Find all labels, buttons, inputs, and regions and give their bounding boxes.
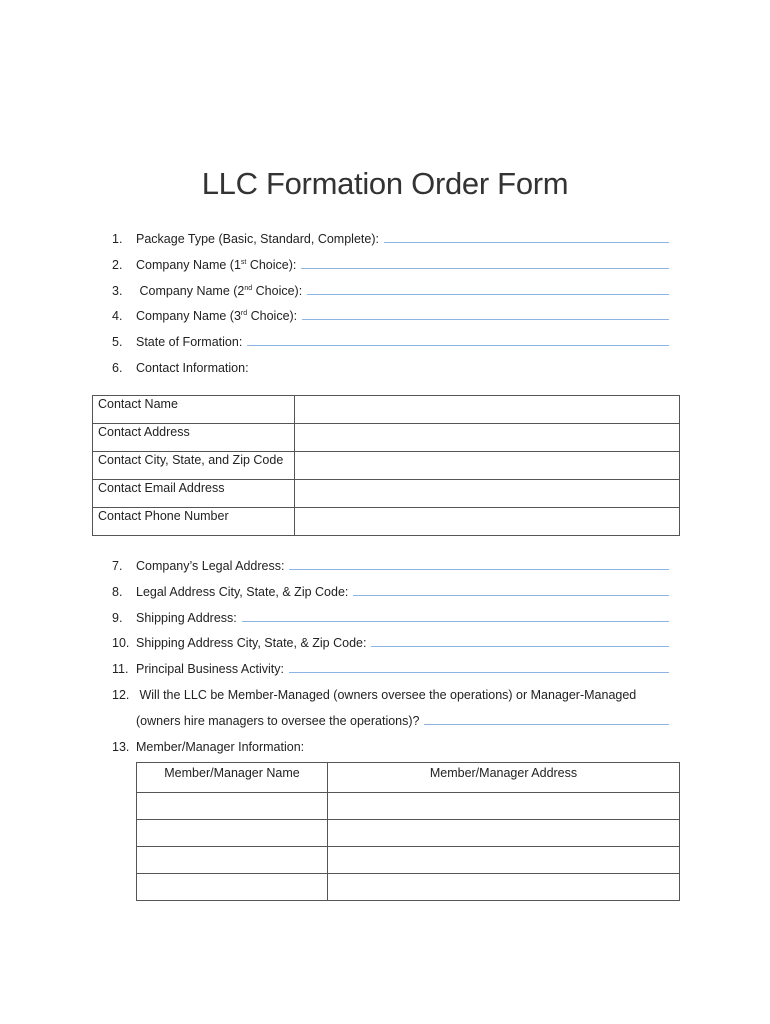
member-manager-table bbox=[136, 762, 680, 901]
item-number: 13. bbox=[112, 740, 130, 754]
item-number: 10. bbox=[112, 636, 130, 650]
input-line[interactable] bbox=[301, 267, 669, 269]
input-cell[interactable] bbox=[328, 874, 680, 901]
field-label bbox=[136, 284, 302, 298]
company-name-1-field[interactable] bbox=[112, 254, 669, 272]
input-cell[interactable] bbox=[295, 424, 680, 452]
input-cell[interactable] bbox=[295, 480, 680, 508]
field-label: Principal Business Activity: bbox=[136, 662, 284, 676]
item-number: 1. bbox=[112, 232, 123, 246]
contact-information-heading bbox=[112, 357, 669, 375]
item-number: 9. bbox=[112, 611, 123, 625]
page-title: LLC Formation Order Form bbox=[201, 166, 569, 201]
label-text: Company Name (3 bbox=[136, 309, 241, 323]
table-row bbox=[93, 396, 680, 424]
legal-address-field[interactable] bbox=[112, 555, 669, 573]
field-label bbox=[136, 309, 297, 323]
input-cell[interactable] bbox=[328, 793, 680, 820]
input-line[interactable] bbox=[302, 318, 669, 320]
management-type-question bbox=[112, 684, 669, 702]
item-number: 8. bbox=[112, 585, 123, 599]
field-label: Legal Address City, State, & Zip Code: bbox=[136, 585, 349, 599]
legal-city-state-zip-field[interactable] bbox=[112, 581, 669, 599]
item-number: 2. bbox=[112, 258, 123, 272]
label-text: Choice): bbox=[247, 309, 298, 323]
item-number: 12. bbox=[112, 688, 130, 702]
row-label: Contact City, State, and Zip Code bbox=[93, 452, 295, 480]
field-label: State of Formation: bbox=[136, 335, 243, 349]
input-line[interactable] bbox=[289, 568, 669, 570]
input-line[interactable] bbox=[384, 241, 669, 243]
input-cell[interactable] bbox=[137, 793, 328, 820]
field-label: Package Type (Basic, Standard, Complete): bbox=[136, 232, 379, 246]
member-manager-heading bbox=[112, 736, 669, 754]
item-number: 3. bbox=[112, 284, 123, 298]
management-type-field[interactable] bbox=[112, 710, 669, 728]
input-cell[interactable] bbox=[295, 396, 680, 424]
item-number: 4. bbox=[112, 309, 123, 323]
table-row bbox=[137, 874, 680, 901]
row-label: Contact Address bbox=[93, 424, 295, 452]
label-sup: nd bbox=[244, 284, 253, 292]
label-text: Choice): bbox=[246, 258, 297, 272]
table-row bbox=[93, 424, 680, 452]
field-label: Shipping Address: bbox=[136, 611, 237, 625]
table-row bbox=[93, 508, 680, 536]
label-text: Company Name (2 bbox=[136, 284, 245, 298]
input-cell[interactable] bbox=[137, 820, 328, 847]
input-cell[interactable] bbox=[295, 508, 680, 536]
table-row bbox=[93, 480, 680, 508]
field-label: (owners hire managers to oversee the operations)? bbox=[136, 714, 420, 728]
shipping-city-state-zip-field[interactable] bbox=[112, 632, 669, 650]
input-cell[interactable] bbox=[137, 874, 328, 901]
shipping-address-field[interactable] bbox=[112, 607, 669, 625]
label-text: Choice): bbox=[252, 284, 303, 298]
company-name-2-field[interactable] bbox=[112, 280, 669, 298]
input-line[interactable] bbox=[242, 620, 669, 622]
table-header-row bbox=[137, 763, 680, 793]
field-label bbox=[136, 258, 296, 272]
input-line[interactable] bbox=[424, 723, 669, 725]
item-number: 5. bbox=[112, 335, 123, 349]
item-number: 11. bbox=[112, 662, 129, 676]
input-cell[interactable] bbox=[328, 820, 680, 847]
contact-table bbox=[92, 395, 680, 536]
input-line[interactable] bbox=[353, 594, 669, 596]
row-label: Contact Phone Number bbox=[93, 508, 295, 536]
column-header: Member/Manager Name bbox=[137, 763, 328, 793]
input-line[interactable] bbox=[289, 671, 669, 673]
field-label: Will the LLC be Member-Managed (owners oversee the operations) or Manager-Managed bbox=[136, 688, 637, 702]
input-cell[interactable] bbox=[295, 452, 680, 480]
field-label: Member/Manager Information: bbox=[136, 740, 305, 754]
table-row bbox=[137, 793, 680, 820]
label-sup: st bbox=[240, 258, 247, 266]
item-number: 6. bbox=[112, 361, 123, 375]
row-label: Contact Email Address bbox=[93, 480, 295, 508]
business-activity-field[interactable] bbox=[112, 658, 669, 676]
input-line[interactable] bbox=[371, 645, 669, 647]
input-line[interactable] bbox=[307, 293, 669, 295]
table-row bbox=[137, 820, 680, 847]
table-row bbox=[137, 847, 680, 874]
field-label: Contact Information: bbox=[136, 361, 249, 375]
column-header: Member/Manager Address bbox=[328, 763, 680, 793]
input-cell[interactable] bbox=[328, 847, 680, 874]
row-label: Contact Name bbox=[93, 396, 295, 424]
field-label: Company’s Legal Address: bbox=[136, 559, 285, 573]
field-label: Shipping Address City, State, & Zip Code: bbox=[136, 636, 367, 650]
label-text: Company Name (1 bbox=[136, 258, 241, 272]
package-type-field[interactable] bbox=[112, 228, 669, 246]
table-row bbox=[93, 452, 680, 480]
item-number: 7. bbox=[112, 559, 123, 573]
company-name-3-field[interactable] bbox=[112, 305, 669, 323]
state-of-formation-field[interactable] bbox=[112, 331, 669, 349]
input-cell[interactable] bbox=[137, 847, 328, 874]
label-sup: rd bbox=[240, 309, 248, 317]
input-line[interactable] bbox=[247, 344, 669, 346]
